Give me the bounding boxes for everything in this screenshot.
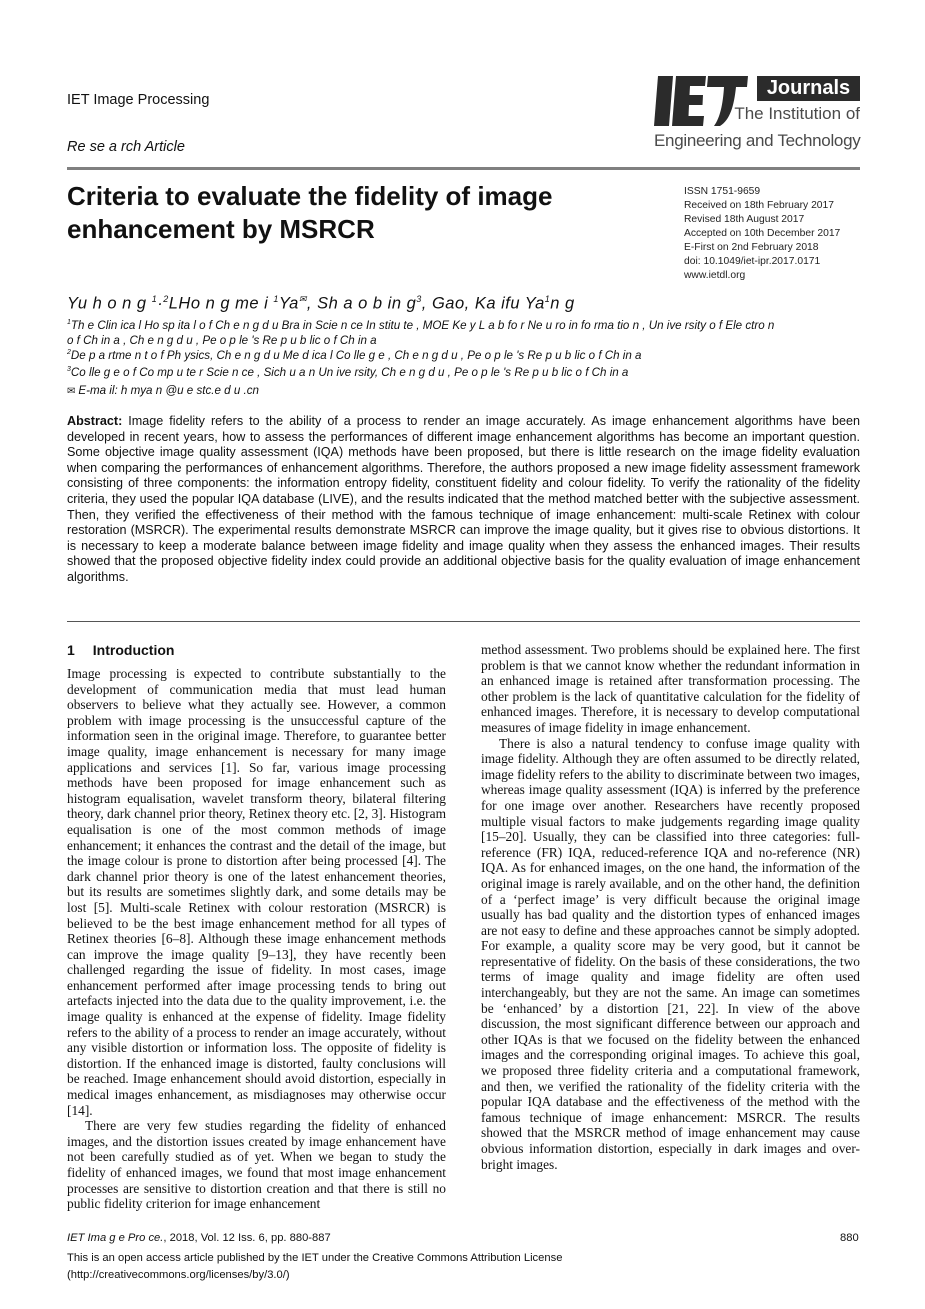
author-affil-sup: 3 bbox=[416, 294, 422, 304]
accepted-date: Accepted on 10th December 2017 bbox=[684, 228, 841, 239]
paper-title: Criteria to evaluate the fidelity of image enhancement by MSRCR bbox=[67, 181, 553, 244]
website-link[interactable]: www.ietdl.org bbox=[684, 270, 746, 281]
footer-citation-details: , 2018, Vol. 12 Iss. 6, pp. 880-887 bbox=[163, 1232, 331, 1244]
license-text: This is an open access article published by the IET under the Creative Commons Attribution License bbox=[67, 1252, 563, 1264]
revised-date: Revised 18th August 2017 bbox=[684, 214, 805, 225]
author-affil-sup: 1 bbox=[273, 294, 279, 304]
journals-badge: Journals bbox=[757, 76, 860, 101]
body-column-right bbox=[481, 642, 860, 1172]
affiliation-3 bbox=[67, 366, 628, 379]
affiliation-text: Co lle g e o f Co mp u te r Scie n ce , Sich u a n Un ive rsity, Ch e n g d u , Pe o p le 's Re p u b lic o f Ch in a bbox=[70, 366, 629, 379]
iet-journals-logo bbox=[654, 76, 860, 154]
affiliation-2 bbox=[67, 349, 642, 362]
section-heading bbox=[67, 642, 174, 658]
author-text: o, K bbox=[454, 294, 487, 313]
body-paragraph: There are very few studies regarding the fidelity of enhanced images, and the distortion issues created by image enhancement have not been carefully studied as of yet. When we began to study the fidelity of enhanced images, we found that most image enhancement processes are sensitive to distortion creation and that there is still no public fidelity criterion for image enhancement bbox=[67, 1118, 446, 1212]
footer-journal-abbrev: IET Ima g e Pro ce. bbox=[67, 1232, 164, 1244]
body-column-left bbox=[67, 666, 446, 1212]
author-text: L bbox=[168, 294, 179, 313]
abstract bbox=[67, 414, 860, 586]
affiliation-1 bbox=[67, 319, 774, 332]
author-affil-sup: 2 bbox=[163, 294, 169, 304]
affiliation-number: 3 bbox=[67, 366, 71, 374]
author-text: a if bbox=[486, 294, 511, 313]
body-paragraph: There is also a natural tendency to confuse image quality with image fidelity. Although they are often assumed to be directly related, image fidelity refers to the ability to discriminate between two images, whereas image quality assessment (IQA) is inferred by the preference for one image over another. Researchers have recently proposed multiple visual factors to make judgements regarding image quality [15–20]. Usually, they can be classified into three categories: full-reference (FR) IQA, reduced-reference IQA and no-reference (NR) IQA. As for enhanced images, on the one hand, the information of the original image is rarely available, and on the other hand, the definition of a ‘perfect image’ is very difficult because the original image usually has bad quality and the distortion types of enhanced images are not easy to define and these approaches cannot be simply adopted. For example, a quality score may be very good, but it cannot be representative of fidelity. On the basis of these considerations, the two terms of image quality and image fidelity are often used interchangeably, but they are not the same. An image can sometimes be ‘enhanced’ by a distortion [21, 22]. In view of the above discussion, the most significant difference between our approach and other IQAs is that we focused on the fidelity between the enhanced images and the corresponding original images. To achieve this goal, we proposed three fidelity criteria and a computational framework, and then, we verified the rationality of the fidelity criteria with the popular IQA database and the effectiveness of the method with the famous technique of image enhancement: MSRCR. The results showed that the MSRCR method of image enhancement may cause obvious information distortion, especially in dark images and over-bright images. bbox=[481, 735, 860, 1172]
section-number: 1 bbox=[67, 642, 75, 658]
author-text: Ya bbox=[278, 294, 299, 313]
footer-citation bbox=[67, 1232, 331, 1244]
affiliation-number: 2 bbox=[67, 349, 71, 357]
institution-line-2: Engineering and Technology bbox=[654, 131, 861, 150]
affiliation-text: Th e Clin ica l Ho sp ita l o f Ch e n g d u Bra in Scie n ce In stitu te , MOE Ke y L a b fo r Ne u ro in fo rma tio n , Un ive rsity o f Ele ctro n bbox=[70, 319, 775, 332]
article-metadata bbox=[684, 185, 840, 283]
doi[interactable]: doi: 10.1049/iet-ipr.2017.0171 bbox=[684, 256, 821, 267]
email-address[interactable]: E-ma il: h mya n @u e stc.e d u .cn bbox=[78, 384, 259, 397]
author-text: h a o b in g bbox=[328, 294, 417, 313]
author-affil-sup: 1 bbox=[544, 294, 551, 304]
author-affil-sup: 1 bbox=[151, 294, 158, 304]
author-text: , S bbox=[306, 294, 329, 313]
abstract-label: Abstract: bbox=[67, 414, 123, 428]
section-title: Introduction bbox=[92, 642, 175, 658]
author-text: u Ya bbox=[510, 294, 545, 313]
header-rule bbox=[67, 167, 860, 170]
mail-icon: ✉ bbox=[67, 386, 76, 397]
received-date: Received on 18th February 2017 bbox=[684, 200, 834, 211]
author-text: , Ga bbox=[421, 294, 455, 313]
body-paragraph: method assessment. Two problems should be explained here. The first problem is that we cannot know whether the redundant information in an enhanced image is retained after transformation processing. The other problem is the lack of quantitative calculation for the fidelity of enhanced images. Therefore, it is necessary to develop computational measures of image fidelity in image enhancement. bbox=[481, 642, 860, 735]
affiliation-text: De p a rtme n t o f Ph ysics, Ch e n g d u Me d ica l Co lle g e , Ch e n g d u , Pe o p le 's Re p u b lic o f Ch in a bbox=[70, 349, 642, 362]
abstract-text: Image fidelity refers to the ability of a process to render an image accurately. As image enhancement algorithms have been developed in recent years, how to assess the performances of different image enhancement algorithms has become an important question. Some objective image quality assessment (IQA) methods have been proposed, but there is little research on the image fidelity evaluation when comparing the performances of enhancement algorithms. Therefore, the authors proposed a new image fidelity assessment framework consisting of three components: the information entropy fidelity, constituent fidelity and colour fidelity. To verify the rationality of the fidelity criteria, they used the popular IQA database (LIVE), and the results indicated that the method matched better with the subjective assessment. Then, they verified the effectiveness of their method with the famous technique of image enhancement: multi-scale Retinex with colour restoration (MSRCR). The experimental results demonstrate MSRCR can improve the image quality, but it gives rise to obvious distortions. It is necessary to keep a moderate balance between image fidelity and image quality when they assess the enhanced images. Their results showed that the proposed objective fidelity index could provide an additional objective basis for the quality evaluation of image enhancement algorithms. bbox=[67, 414, 860, 584]
affiliation-1-continued: o f Ch in a , Ch e n g d u , Pe o p le 's Re p u b lic o f Ch in a bbox=[67, 334, 377, 347]
issn: ISSN 1751-9659 bbox=[684, 186, 761, 197]
author-text: · bbox=[157, 294, 164, 313]
author-text: Yu h o n g bbox=[67, 294, 152, 313]
institution-line-1: The Institution of bbox=[734, 104, 860, 123]
abstract-divider bbox=[67, 621, 860, 622]
corresponding-email bbox=[67, 384, 259, 397]
article-type: Re se a rch Article bbox=[67, 139, 185, 155]
author-text: n g bbox=[550, 294, 575, 313]
license-link[interactable]: (http://creativecommons.org/licenses/by/3.0/) bbox=[67, 1269, 290, 1281]
body-paragraph: Image processing is expected to contribute substantially to the development of communication media that must lead human observers to believe what they actually see. However, a common problem with image processing is the unsuccessful capture of the information seen in the original image. Therefore, to guarantee better image quality, image enhancement is necessary for many image applications and services [1]. So far, various image processing methods have been proposed for image enhancement such as histogram equalisation, wavelet transform theory, bilateral filtering theory, dark channel prior theory, Retinex theory etc. [2, 3]. Histogram equalisation is one of the most common methods of image enhancement; it enhances the contrast and the detail of the image, but the image colour is prone to distortion after being processed [4]. The dark channel prior theory is one of the latest enhancement theories, but its results are sometimes slightly dark, and some details may be lost [5]. Multi-scale Retinex with colour restoration (MSRCR) is believed to be the best image enhancement method for all types of Retinex theories [6–8]. Although these image enhancement methods can improve the image quality [9–13], they have recently been challenged regarding the issue of fidelity. In most cases, image enhancement performed after image processing tends to bring out artefacts injected into the data due to the quality improvement, i.e. the image quality is enhanced at the expense of fidelity. Image fidelity refers to the ability of a process to render an image accurately, without any visible distortion or information loss. The opposite of fidelity is distortion. If the enhanced image is distorted, faulty conclusions will be reached. Image enhancement should avoid distortion, especially in medical images enhancement, as misdiagnoses may otherwise occur [14]. bbox=[67, 666, 446, 1118]
affiliation-number: 1 bbox=[67, 319, 71, 327]
license-notice bbox=[67, 1250, 562, 1284]
page-number: 880 bbox=[840, 1232, 859, 1244]
author-text: Ho n g me i bbox=[178, 294, 274, 313]
efirst-date: E-First on 2nd February 2018 bbox=[684, 242, 819, 253]
mail-icon: ✉ bbox=[298, 294, 307, 304]
author-list bbox=[67, 294, 575, 314]
journal-name: IET Image Processing bbox=[67, 92, 210, 108]
